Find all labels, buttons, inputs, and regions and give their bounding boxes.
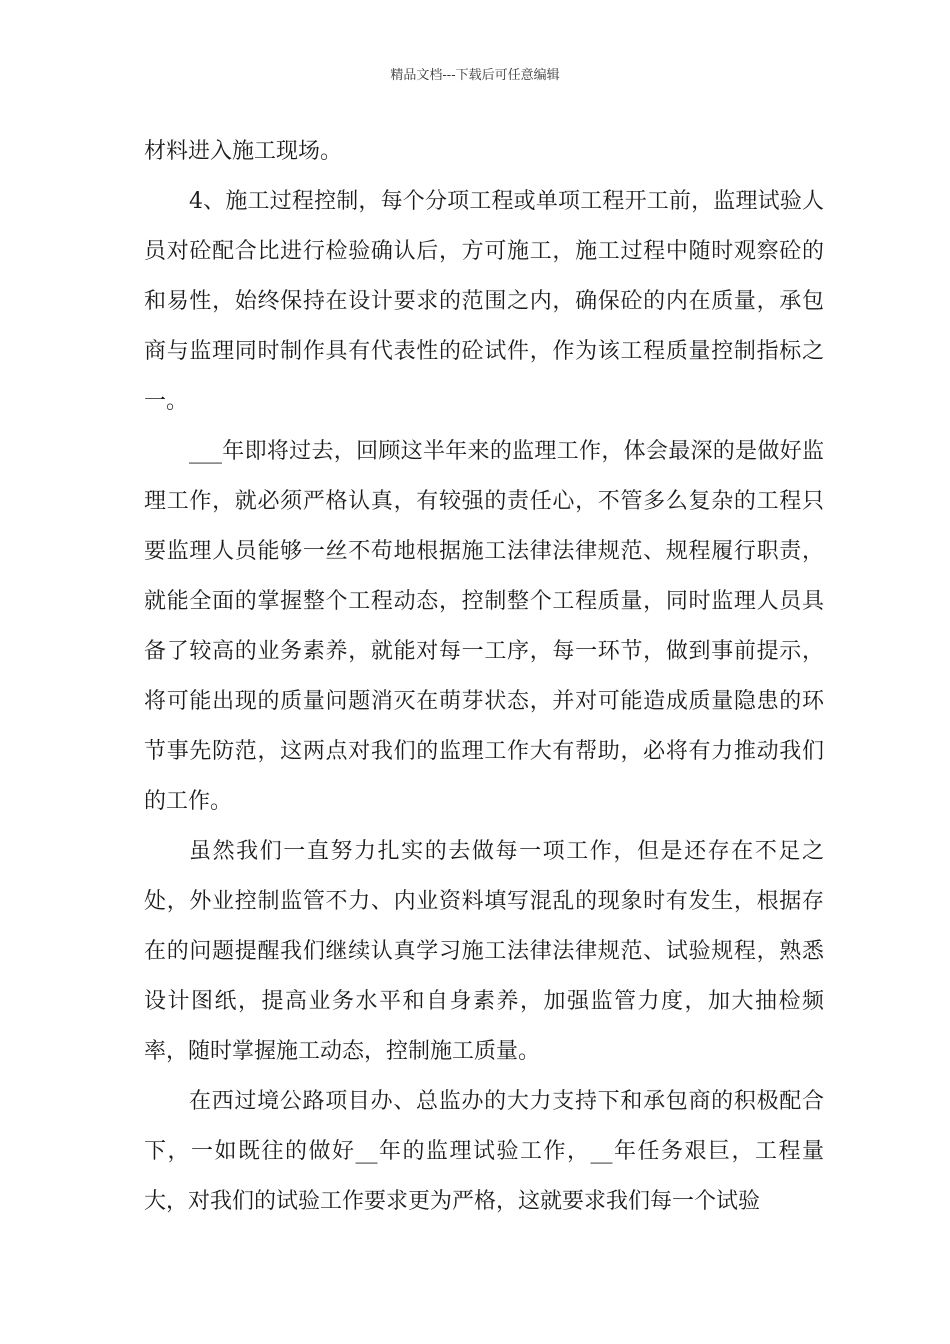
paragraph-2: 4、施工过程控制，每个分项工程或单项工程开工前，监理试验人员对砼配合比进行检验确认后，方可施工，施工过程中随时观察砼的和易性，始终保持在设计要求的范围之内，确保砼的内在质量，承包商与监理同时制作具有代表性的砼试件，作为该工程质量控制指标之一。	[144, 189, 824, 414]
paragraph-4: 虽然我们一直努力扎实的去做每一项工作，但是还存在不足之处，外业控制监管不力、内业资料填写混乱的现象时有发生，根据存在的问题提醒我们继续认真学习施工法律法律规范、试验规程，熟悉设计图纸，提高业务水平和自身素养，加强监管力度，加大抽检频率，随时掌握施工动态，控制施工质量。	[144, 839, 824, 1064]
document-body	[144, 127, 824, 1227]
paragraph-1: 材料进入施工现场。	[144, 139, 343, 164]
page-header: 精品文档---下载后可任意编辑	[390, 68, 560, 83]
paragraph-3: ___年即将过去，回顾这半年来的监理工作，体会最深的是做好监理工作，就必须严格认真，有较强的责任心，不管多么复杂的工程只要监理人员能够一丝不苟地根据施工法律法律规范、规程履行职责，就能全面的掌握整个工程动态，控制整个工程质量，同时监理人员具备了较高的业务素养，就能对每一工序，每一环节，做到事前提示，将可能出现的质量问题消灭在萌芽状态，并对可能造成质量隐患的环节事先防范，这两点对我们的监理工作大有帮助，必将有力推动我们的工作。	[144, 439, 824, 814]
paragraph-5: 在西过境公路项目办、总监办的大力支持下和承包商的积极配合下，一如既往的做好__年的监理试验工作，__年任务艰巨，工程量大，对我们的试验工作要求更为严格，这就要求我们每一个试验	[144, 1089, 824, 1214]
